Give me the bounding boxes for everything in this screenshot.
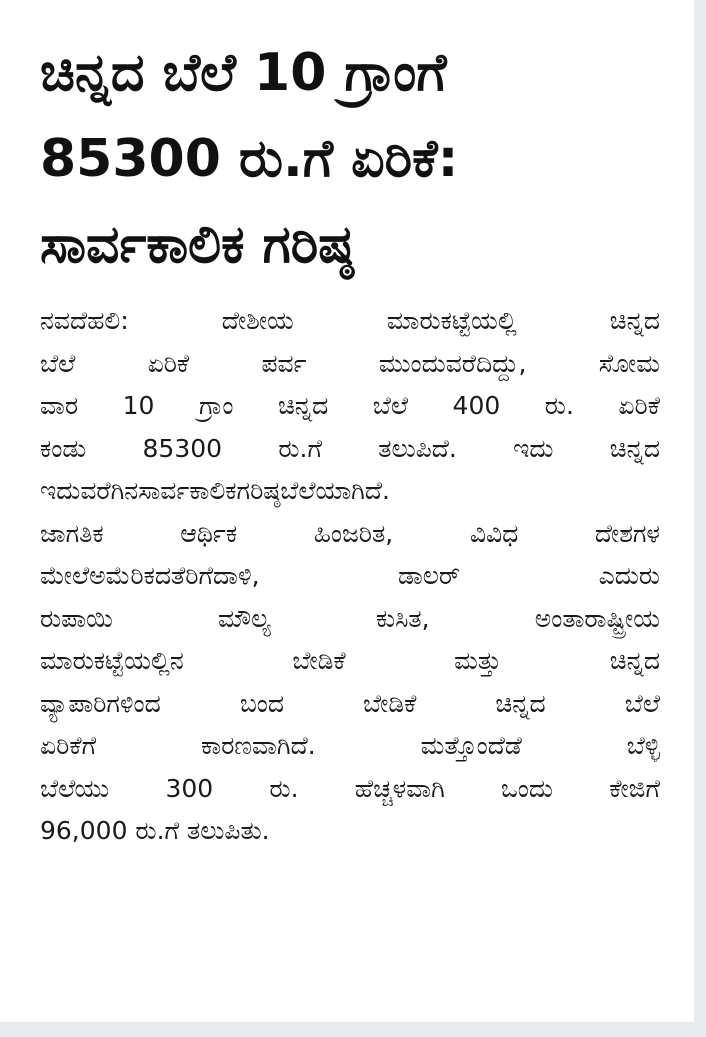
body-line-8: ರುಪಾಯಿ ಮೌಲ್ಯ ಕುಸಿತ, ಅಂತಾರಾಷ್ಟ್ರೀಯ [40, 603, 660, 633]
body-line-6: ಜಾಗತಿಕ ಆರ್ಥಿಕ ಹಿಂಜರಿತ, ವಿವಿಧ ದೇಶಗಳ [40, 518, 660, 548]
body-line-11: ಏರಿಕೆಗೆ ಕಾರಣವಾಗಿದೆ. ಮತ್ತೊಂದೆಡೆ ಬೆಳ್ಳಿ [40, 731, 660, 760]
body-line-7: ಮೇಲೆಅಮೆರಿಕದತೆರಿಗೆದಾಳಿ, ಡಾಲರ್ ಎದುರು [40, 561, 660, 590]
body-line-12: ಬೆಲೆಯು 300 ರು. ಹೆಚ್ಚಳವಾಗಿ ಒಂದು ಕೇಜಿಗೆ [40, 773, 660, 803]
body-line-4: ಕಂಡು 85300 ರು.ಗೆ ತಲುಪಿದೆ. ಇದು ಚಿನ್ನದ [40, 433, 660, 463]
headline-line-1: ಚಿನ್ನದ ಬೆಲೆ 10 ಗ್ರಾಂಗೆ [40, 43, 447, 103]
body-line-9: ಮಾರುಕಟ್ಟೆಯಲ್ಲಿನ ಬೇಡಿಕೆ ಮತ್ತು ಚಿನ್ನದ [40, 646, 660, 675]
body-line-1: ನವದೆಹಲಿ: ದೇಶೀಯ ಮಾರುಕಟ್ಟೆಯಲ್ಲಿ ಚಿನ್ನದ [40, 306, 660, 335]
body-line-5: ಇದುವರೆಗಿನಸಾರ್ವಕಾಲಿಕಗರಿಷ್ಠಬೆಲೆಯಾಗಿದೆ. [40, 476, 390, 505]
body-line-2: ಬೆಲೆ ಏರಿಕೆ ಪರ್ವ ಮುಂದುವರೆದಿದ್ದು, ಸೋಮ [40, 348, 660, 378]
body-line-10: ವ್ಯಾಪಾರಿಗಳಿಂದ ಬಂದ ಬೇಡಿಕೆ ಚಿನ್ನದ ಬೆಲೆ [40, 688, 660, 718]
body-line-13: 96,000 ರು.ಗೆ ತಲುಪಿತು. [40, 816, 270, 845]
headline-line-3: ಸಾರ್ವಕಾಲಿಕ ಗರಿಷ್ಠ [40, 215, 354, 275]
headline-line-2: 85300 ರು.ಗೆ ಏರಿಕೆ: [40, 129, 459, 189]
article-body [40, 300, 660, 853]
article-headline [40, 30, 660, 288]
body-line-3: ವಾರ 10 ಗ್ರಾಂ ಚಿನ್ನದ ಬೆಲೆ 400 ರು. ಏರಿಕೆ [40, 391, 660, 420]
